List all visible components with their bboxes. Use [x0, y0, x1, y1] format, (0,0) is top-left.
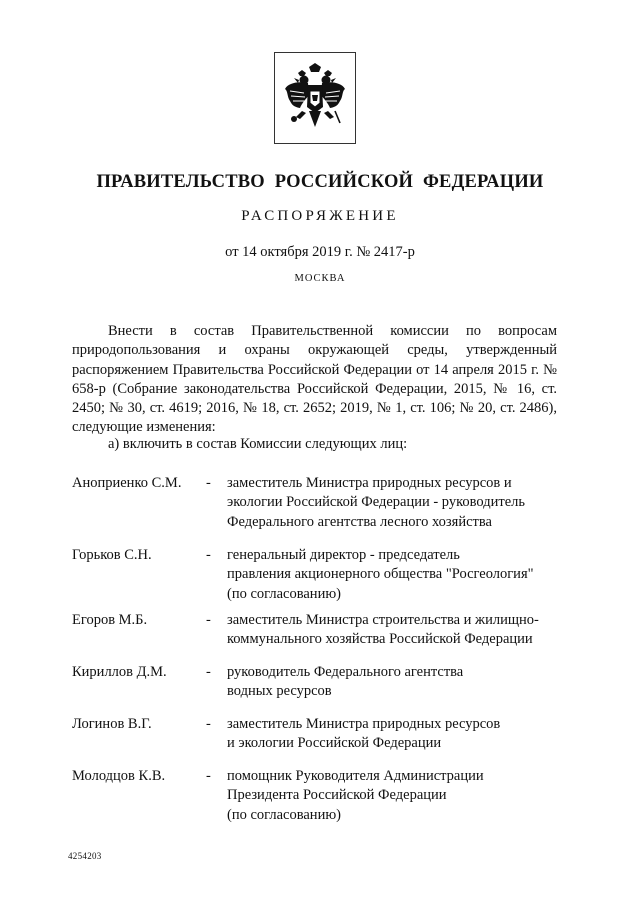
member-name: Аноприенко С.М.	[72, 475, 182, 491]
member-role	[227, 474, 567, 532]
member-role-line: и экологии Российской Федерации	[227, 735, 442, 752]
member-name: Кириллов Д.М.	[72, 664, 167, 680]
member-role	[227, 611, 567, 650]
member-name: Молодцов К.В.	[72, 768, 166, 784]
member-role-line: Президента Российской Федерации	[227, 787, 447, 804]
member-role-line: заместитель Министра строительства и жилищно-	[227, 612, 539, 628]
member-role	[227, 546, 567, 604]
government-title: ПРАВИТЕЛЬСТВО РОССИЙСКОЙ ФЕДЕРАЦИИ	[96, 172, 544, 192]
member-role-line: руководитель Федерального агентства	[227, 664, 464, 680]
clause-a: а) включить в состав Комиссии следующих лиц:	[108, 436, 408, 452]
member-dash: -	[206, 664, 211, 680]
member-name: Горьков С.Н.	[72, 547, 152, 563]
member-role	[227, 767, 567, 825]
member-dash: -	[206, 768, 211, 784]
member-name: Егоров М.Б.	[72, 612, 148, 628]
member-role-line: (по согласованию)	[227, 585, 341, 602]
document-date-number: от 14 октября 2019 г. № 2417-р	[225, 244, 415, 260]
member-role-line: заместитель Министра природных ресурсов	[227, 716, 501, 732]
coat-of-arms-icon	[282, 61, 348, 135]
document-city: МОСКВА	[294, 273, 346, 284]
member-role-line: коммунального хозяйства Российской Федерации	[227, 631, 533, 648]
member-role-line: Федерального агентства лесного хозяйства	[227, 513, 492, 530]
member-role-line: экологии Российской Федерации - руководитель	[227, 494, 526, 511]
member-dash: -	[206, 475, 211, 491]
member-role-line: заместитель Министра природных ресурсов и	[227, 475, 512, 491]
member-role-line: правления акционерного общества "Росгеология"	[227, 566, 534, 583]
member-role-line: генеральный директор - председатель	[227, 547, 460, 563]
member-role	[227, 715, 567, 754]
member-role	[227, 663, 567, 702]
member-name: Логинов В.Г.	[72, 716, 152, 732]
member-dash: -	[206, 716, 211, 732]
coat-of-arms-frame	[274, 52, 356, 144]
member-role-line: помощник Руководителя Администрации	[227, 768, 484, 784]
member-role-line: (по согласованию)	[227, 806, 341, 823]
member-role-line: водных ресурсов	[227, 683, 332, 700]
preamble-paragraph: Внести в состав Правительственной комиссии по вопросам природопользования и охраны окружающей среды, утвержденный распоряжением Правительства Российской Федерации от 14 апреля 2015 г. № 658-р (Собрание законодательства Российской Федерации, 2015, № 16, ст. 2450; № 30, ст. 4619; 2016, № 18, ст. 2652; 2019, № 1, ст. 106; № 20, ст. 2486), следующие изменения:	[72, 323, 557, 436]
member-dash: -	[206, 612, 211, 628]
member-dash: -	[206, 547, 211, 563]
document-code: 4254203	[68, 851, 102, 861]
document-type: РАСПОРЯЖЕНИЕ	[241, 208, 399, 224]
